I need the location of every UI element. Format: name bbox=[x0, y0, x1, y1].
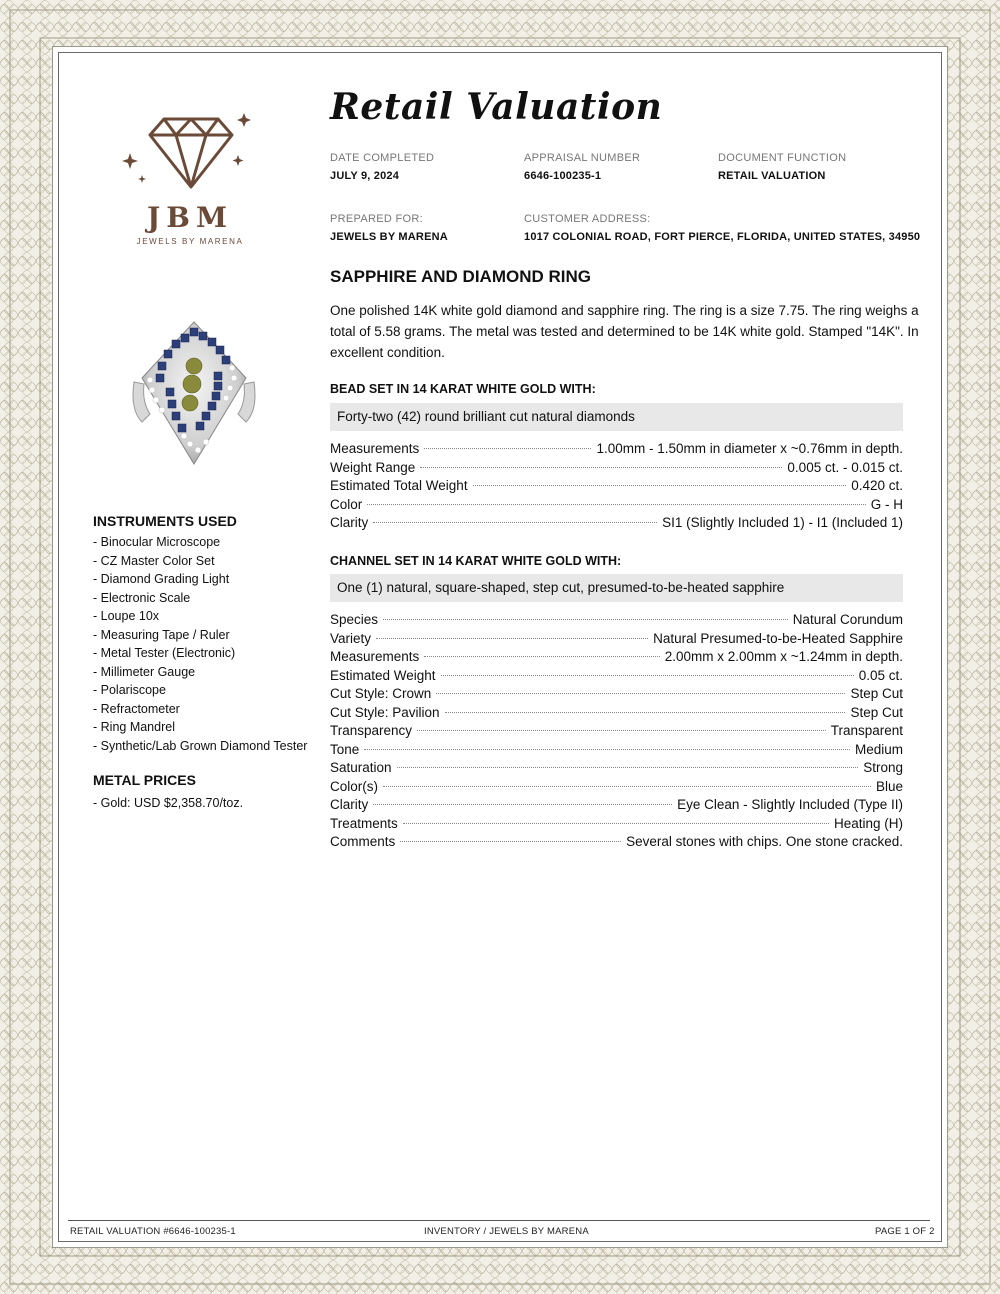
spec-row: Estimated Weight 0.05 ct. bbox=[330, 667, 903, 683]
bead-set-specs bbox=[330, 441, 903, 534]
jbm-logo bbox=[120, 105, 260, 255]
channel-set-heading: CHANNEL SET IN 14 KARAT WHITE GOLD WITH: bbox=[330, 554, 622, 568]
list-item: - Measuring Tape / Ruler bbox=[93, 627, 230, 642]
logo-tagline: JEWELS BY MARENA bbox=[136, 237, 244, 246]
spec-row: Tone Medium bbox=[330, 741, 903, 757]
footer-divider bbox=[68, 1220, 930, 1221]
footer-left: RETAIL VALUATION #6646-100235-1 bbox=[70, 1226, 236, 1237]
list-item: - Gold: USD $2,358.70/toz. bbox=[93, 796, 244, 810]
spec-row: Transparency Transparent bbox=[330, 723, 903, 738]
spec-row: Measurements 1.00mm - 1.50mm in diameter x ~0.76mm in depth. bbox=[330, 441, 903, 456]
list-item: - Synthetic/Lab Grown Diamond Tester bbox=[93, 738, 308, 753]
spec-row: Cut Style: Pavilion Step Cut bbox=[330, 704, 903, 720]
prepared-for-label: PREPARED FOR: bbox=[330, 213, 423, 225]
spec-row: Estimated Total Weight 0.420 ct. bbox=[330, 478, 903, 493]
spec-row: Variety Natural Presumed-to-be-Heated Sapphire bbox=[330, 630, 903, 646]
instruments-list bbox=[93, 533, 307, 755]
prepared-for-value: JEWELS BY MARENA bbox=[330, 231, 448, 243]
date-value: JULY 9, 2024 bbox=[330, 170, 400, 182]
document-function-label: DOCUMENT FUNCTION bbox=[718, 152, 847, 164]
item-title: SAPPHIRE AND DIAMOND RING bbox=[330, 267, 591, 286]
spec-row: Comments Several stones with chips. One stone cracked. bbox=[330, 834, 903, 849]
spec-row: Clarity Eye Clean - Slightly Included (Type II) bbox=[330, 797, 903, 812]
list-item: - Metal Tester (Electronic) bbox=[93, 646, 236, 660]
channel-set-specs bbox=[330, 612, 903, 853]
list-item: - CZ Master Color Set bbox=[93, 553, 215, 568]
document-function-value: RETAIL VALUATION bbox=[718, 170, 826, 182]
customer-address-value: 1017 COLONIAL ROAD, FORT PIERCE, FLORIDA, UNITED STATES, 34950 bbox=[524, 231, 921, 243]
document-title: Retail Valuation bbox=[330, 86, 663, 128]
date-label: DATE COMPLETED bbox=[330, 152, 435, 164]
spec-row: Weight Range 0.005 ct. - 0.015 ct. bbox=[330, 459, 903, 475]
instruments-heading: INSTRUMENTS USED bbox=[93, 513, 237, 529]
bead-set-heading: BEAD SET IN 14 KARAT WHITE GOLD WITH: bbox=[330, 382, 596, 396]
spec-row: Color G - H bbox=[330, 496, 903, 512]
footer-center: INVENTORY / JEWELS BY MARENA bbox=[424, 1226, 589, 1237]
metal-prices-heading: METAL PRICES bbox=[93, 772, 196, 788]
spec-row: Cut Style: Crown Step Cut bbox=[330, 686, 903, 701]
list-item: - Refractometer bbox=[93, 701, 180, 716]
spec-row: Clarity SI1 (Slightly Included 1) - I1 (Included 1) bbox=[330, 515, 903, 530]
list-item: - Ring Mandrel bbox=[93, 720, 175, 734]
spec-row: Saturation Strong bbox=[330, 760, 903, 775]
spec-row: Species Natural Corundum bbox=[330, 612, 903, 627]
ring-photo bbox=[128, 318, 260, 468]
logo-brand-text: JBM bbox=[147, 201, 233, 234]
list-item: - Electronic Scale bbox=[93, 590, 191, 605]
spec-row: Treatments Heating (H) bbox=[330, 815, 903, 831]
appraisal-number-label: APPRAISAL NUMBER bbox=[524, 152, 641, 164]
channel-set-summary: One (1) natural, square-shaped, step cut, presumed-to-be-heated sapphire bbox=[330, 574, 903, 602]
customer-address-label: CUSTOMER ADDRESS: bbox=[524, 213, 651, 225]
spec-row: Color(s) Blue bbox=[330, 778, 903, 794]
list-item: - Millimeter Gauge bbox=[93, 664, 196, 679]
bead-set-summary: Forty-two (42) round brilliant cut natural diamonds bbox=[330, 403, 903, 431]
item-description: One polished 14K white gold diamond and sapphire ring. The ring is a size 7.75. The ring weighs a total of 5.58 grams. The metal was tested and determined to be 14K white gold. Stamped "14K". In excellent condition. bbox=[330, 303, 919, 360]
diamond-logo-icon bbox=[120, 105, 260, 201]
list-item: - Binocular Microscope bbox=[93, 535, 221, 549]
list-item: - Polariscope bbox=[93, 683, 166, 697]
spec-row: Measurements 2.00mm x 2.00mm x ~1.24mm in depth. bbox=[330, 649, 903, 664]
list-item: - Loupe 10x bbox=[93, 609, 160, 623]
footer-page-number: PAGE 1 OF 2 bbox=[875, 1226, 935, 1237]
metal-prices-list bbox=[93, 794, 243, 813]
list-item: - Diamond Grading Light bbox=[93, 572, 230, 586]
appraisal-number-value: 6646-100235-1 bbox=[524, 170, 602, 182]
